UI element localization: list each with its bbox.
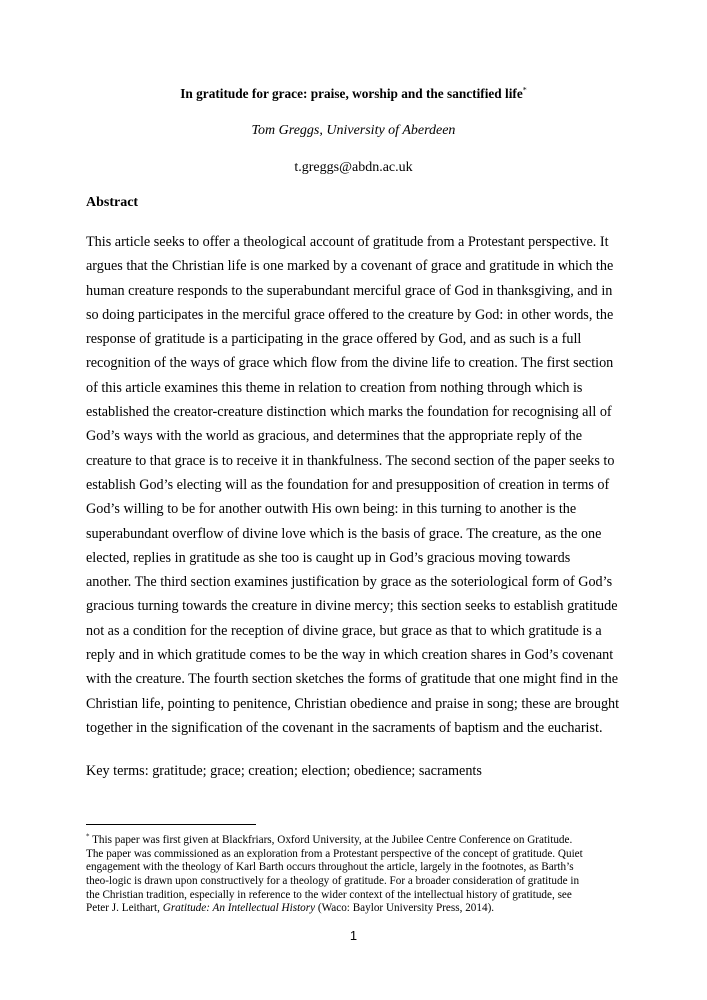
footnote-text: This paper was first given at Blackfriars, Oxford University, at the Jubilee Centre Conference on Gratitude. [89,834,573,846]
abstract-line: establish God’s electing will as the foundation for and presupposition of creation in terms of [86,476,610,493]
abstract-line: argues that the Christian life is one marked by a covenant of grace and gratitude in which the [86,258,614,275]
footnote-line: engagement with the theology of Karl Barth occurs throughout the article, largely in the footnotes, as Barth’s [86,861,574,874]
footnote-marker: * [86,832,90,841]
author-line: Tom Greggs, University of Aberdeen [251,123,456,138]
abstract-line: established the creator-creature distinction which marks the foundation for recognising all of [86,404,612,421]
footnote-citation-author: Peter J. Leithart, [86,902,163,915]
footnote-line: The paper was commissioned as an exploration from a Protestant perspective of the concept of gratitude. Quiet [86,847,583,860]
footnote-line: the Christian tradition, especially in reference to the wider context of the intellectual history of gratitude, see [86,888,572,901]
abstract-line: not as a condition for the reception of divine grace, but grace as that to which gratitude is a [86,622,602,639]
abstract-heading: Abstract [86,195,139,210]
paper-title [0,85,707,103]
footnote-line [86,834,631,848]
abstract-line: together in the signification of the covenant in the sacraments of baptism and the eucharist. [86,719,603,736]
footnote-citation-title: Gratitude: An Intellectual History [162,902,316,915]
abstract-line: of this article examines this theme in relation to creation from nothing through which is [86,379,583,396]
abstract-line: superabundant overflow of divine love which is the basis of grace. The creature, as the one [86,525,602,542]
abstract-line: with the creature. The fourth section sketches the forms of gratitude that one might find in the [86,671,619,688]
abstract-line: gracious turning towards the creature in divine mercy; this section seeks to establish gratitude [86,598,618,615]
abstract-line: This article seeks to offer a theological account of gratitude from a Protestant perspective. It [86,234,609,250]
abstract-line: another. The third section examines justification by grace as the soteriological form of God’s [86,574,613,591]
footnote-citation-publisher: (Waco: Baylor University Press, 2014). [315,902,495,915]
page-number: 1 [349,928,358,943]
footnote-line: theo-logic is drawn upon constructively for a theology of gratitude. For a broader consideration of gratitude in [86,875,580,888]
abstract-line: Christian life, pointing to penitence, Christian obedience and praise in song; these are brought [86,695,620,712]
footnote-divider [86,824,256,825]
footnote-line [86,902,631,916]
abstract-line: so doing participates in the merciful grace offered to the creature by God: in other words, the [86,306,614,323]
title-footnote-marker: * [522,85,527,95]
key-terms: Key terms: gratitude; grace; creation; election; obedience; sacraments [86,763,482,779]
abstract-line: human creature responds to the superabundant merciful grace of God in thanksgiving, and in [86,282,613,299]
abstract-line: recognition of the ways of grace which flow from the divine life to creation. The first section [86,355,614,372]
abstract-line: reply and in which gratitude comes to be the way in which creation shares in God’s covenant [86,647,614,664]
abstract-line: response of gratitude is a participating in the grace offered by God, and as such is a full [86,331,582,348]
abstract-line: elected, replies in gratitude as she too is caught up in God’s gracious moving towards [86,549,571,566]
abstract-body [86,230,631,740]
abstract-line: creature to that grace is to receive it in thankfulness. The second section of the paper seeks to [86,452,615,469]
abstract-line: God’s willing to be for another outwith His own being: in this turning to another is the [86,501,577,518]
abstract-line: God’s ways with the world as gracious, and determines that the appropriate reply of the [86,428,583,445]
footnote [86,834,631,916]
author-email: t.greggs@abdn.ac.uk [294,160,413,175]
paper-title-text: In gratitude for grace: praise, worship and the sanctified life [180,86,523,101]
